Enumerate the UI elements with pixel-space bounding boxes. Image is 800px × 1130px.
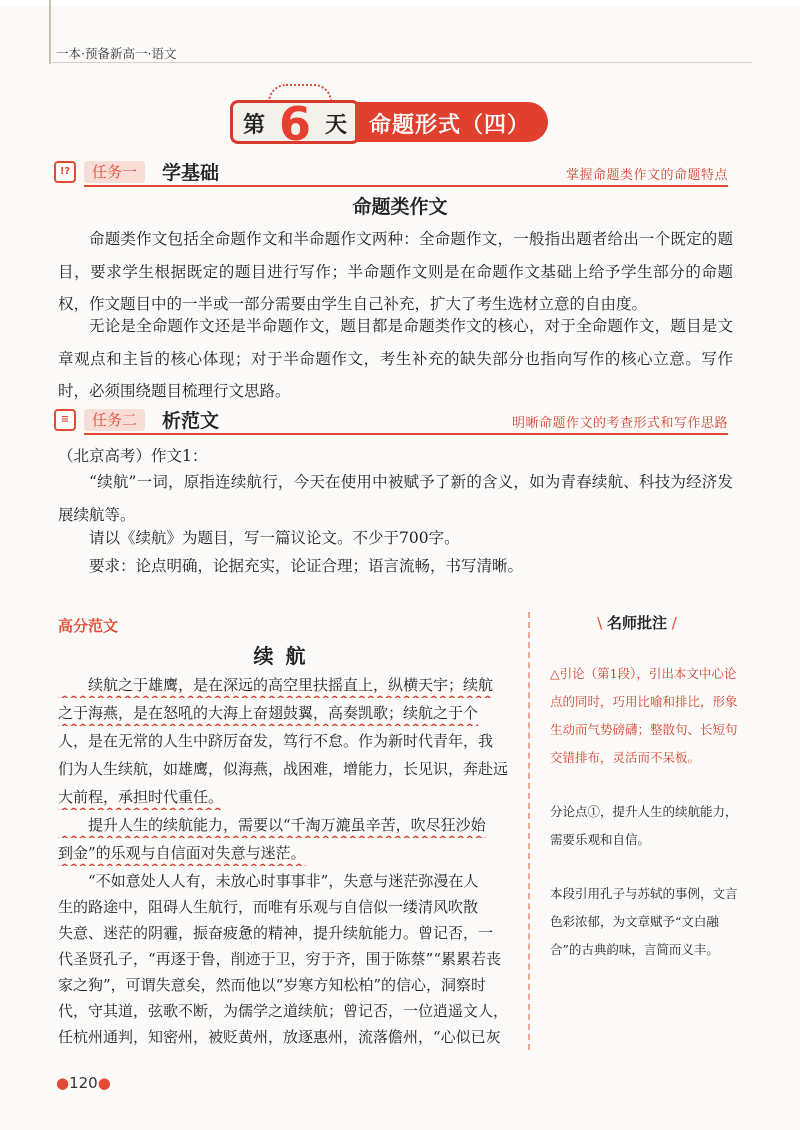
task-label-1: 任务一 [84,161,145,183]
essay-label: 高分范文 [58,617,119,635]
task-rule-2 [84,433,728,435]
essay-line: 任杭州通判，知密州，被贬黄州，放逐惠州，流落儋州，“心似已灰 [58,1028,501,1046]
essay-line: 提升人生的续航能力，需要以“千淘万漉虽辛苦，吹尽狂沙始 [58,816,486,834]
day-number: 6 [279,97,312,151]
comment-1: △引论（第1段），引出本文中心论点的同时，巧用比喻和排比，形象生动而气势磅礴；整散句、长短句交错排布，灵活而不呆板。 [550,666,738,765]
task-note-1: 掌握命题类作文的命题特点 [565,168,728,183]
slash-icon: / [667,614,677,632]
dot-icon: ● [97,1074,111,1092]
prompt-source: （北京高考）作文1： [58,447,208,465]
slash-icon: \ [597,614,607,632]
day-prefix: 第 [243,113,266,138]
task-bar-1 [52,158,728,188]
essay-line: “不如意处人人有，未放心时事事非”，失意与迷茫弥漫在人 [58,872,479,890]
essay-line: 续航之于雄鹰，是在深远的高空里扶摇直上，纵横天宇；续航 [58,676,494,694]
header-divider [52,62,752,63]
essay-line: 们为人生续航，如雄鹰，似海燕，战困难，增能力，长见识，奔赴远 [58,760,509,778]
comment-heading [572,612,702,633]
prompt-paragraph-3: 要求：论点明确，论据充实，论证合理；语言流畅，书写清晰。 [89,557,524,575]
page-number [56,1074,111,1092]
comment-3: 本段引用孔子与苏轼的事例，文言色彩浓郁，为文章赋予“文白融合”的古典韵味，言简而义丰。 [550,886,738,957]
intro-paragraph-2: 无论是全命题作文还是半命题作文，题目都是命题类作文的核心，对于全命题作文，题目是文章观点和主旨的核心体现；对于半命题作文，考生补充的缺失部分也指向写作的核心立意。写作时，必须围绕题目梳理行文思路。 [58,317,733,400]
notebook-icon: ≡ [54,409,76,431]
task-name-1: 学基础 [162,162,220,184]
task-rule-1 [84,185,728,187]
section-title: 命题类作文 [352,196,448,218]
essay-line: 到金”的乐观与自信面对失意与迷茫。 [58,844,306,862]
margin-rule [49,0,51,64]
task-bar-2 [52,406,728,436]
day-suffix: 天 [325,113,348,138]
banner-title-box [355,102,548,142]
prompt-paragraph-2: 请以《续航》为题目，写一篇议论文。不少于700字。 [89,529,460,547]
essay-title: 续航 [253,644,318,668]
essay-line: 之于海燕，是在怒吼的大海上奋翅鼓翼，高奏凯歌；续航之于个 [58,704,479,722]
essay-line: 家之狗”，可谓失意矣，然而他以“岁寒方知松柏”的信心，洞察时 [58,976,487,994]
essay-line: 大前程，承担时代重任。 [58,788,224,806]
essay-line: 代，守其道，弦歌不断，为儒学之道续航；曾记否，一位逍遥文人， [58,1002,509,1020]
task-name-2: 析范文 [162,410,220,432]
column-divider [528,612,530,1050]
task-label-2: 任务二 [84,409,145,431]
day-box [230,97,360,151]
top-edge [0,0,800,6]
essay-line: 失意、迷茫的阴霾，振奋疲惫的精神，提升续航能力。曾记否，一 [58,924,494,942]
essay-line: 生的路途中，阻碍人生航行，而唯有乐观与自信似一缕清风吹散 [58,898,479,916]
dot-icon: ● [56,1074,70,1092]
prompt-paragraph-1: “续航”一词，原指连续航行，今天在使用中被赋予了新的含义，如为青春续航、科技为经济发展续航等。 [58,473,733,524]
essay-line: 人，是在无常的人生中跻厉奋发，笃行不怠。作为新时代青年，我 [58,732,494,750]
day-banner [230,97,548,151]
comment-2: 分论点①，提升人生的续航能力，需要乐观和自信。 [550,804,738,847]
page-number-text: 120 [69,1074,98,1092]
comment-heading-text: 名师批注 [606,614,667,632]
running-head: 一本·预备新高一·语文 [56,46,177,61]
question-icon: !? [54,161,76,183]
essay-line: 代圣贤孔子，“再逐于鲁，削迹于卫，穷于齐，围于陈蔡”“累累若丧 [58,950,502,968]
banner-title: 命题形式（四） [369,113,531,138]
intro-paragraph-1: 命题类作文包括全命题作文和半命题作文两种：全命题作文，一般指出题者给出一个既定的题目，要求学生根据既定的题目进行写作；半命题作文则是在命题作文基础上给予学生部分的命题权，作文题目中的一半或一部分需要由学生自己补充，扩大了考生选材立意的自由度。 [58,230,733,313]
task-note-2: 明晰命题作文的考查形式和写作思路 [511,416,728,431]
